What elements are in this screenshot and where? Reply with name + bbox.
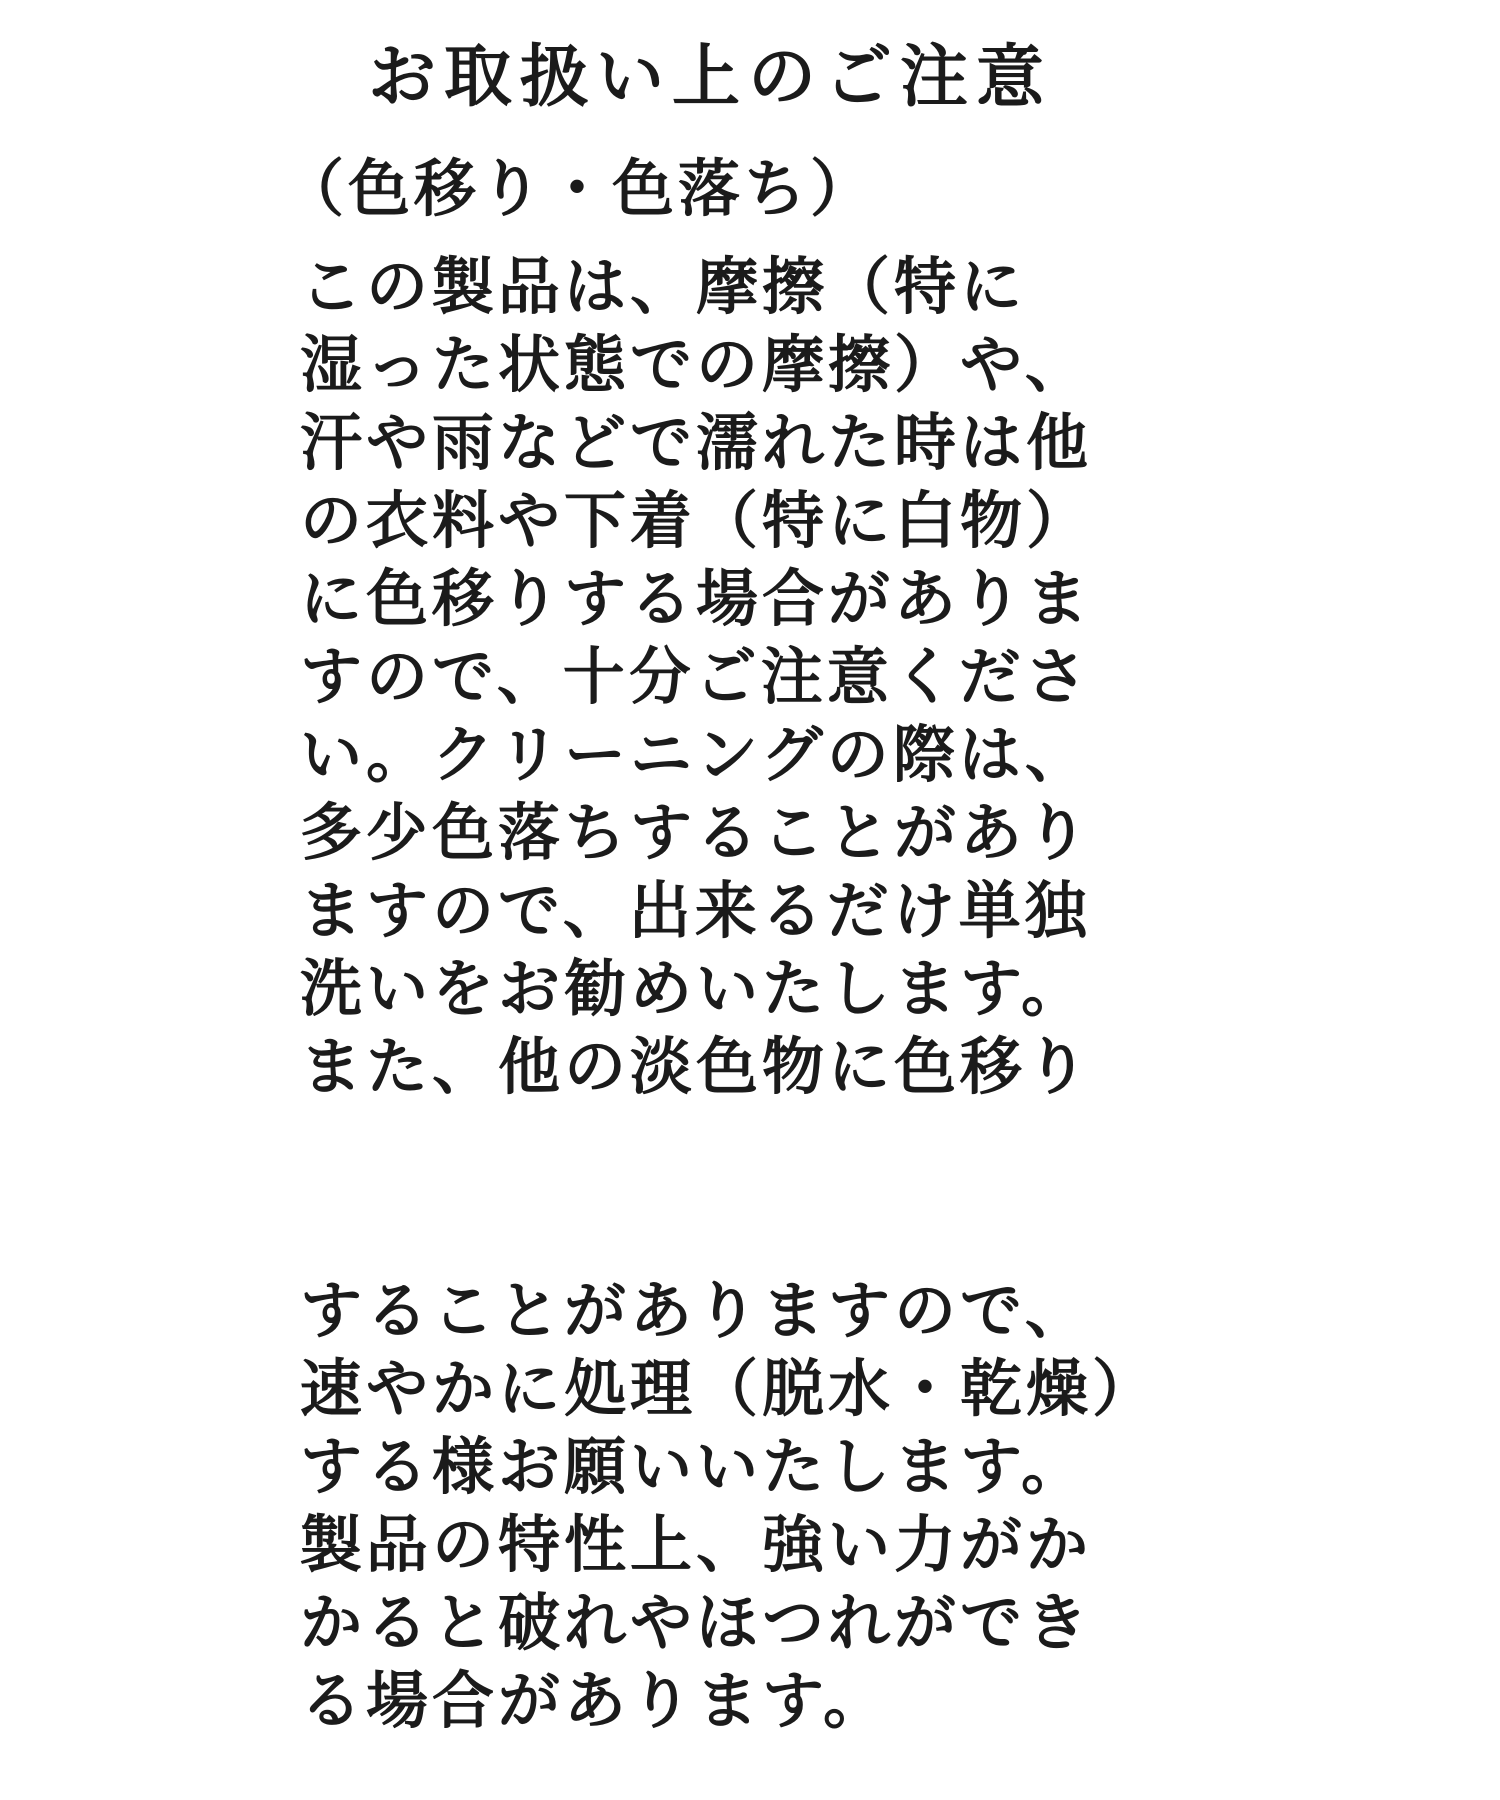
paragraph-gap: [300, 1106, 1250, 1272]
notice-text-line: また、他の淡色物に色移り: [300, 1030, 1093, 1103]
notice-text-line: すので、十分ご注意くださ: [300, 640, 1091, 713]
notice-text-line: 洗いをお勧めいたします。: [300, 952, 1088, 1025]
notice-text-line: することがありますので、: [300, 1274, 1091, 1347]
notice-text-line: い。クリーニングの際は、: [300, 718, 1091, 791]
notice-text-line: 汗や雨などで濡れた時は他: [300, 406, 1093, 479]
section-heading-color-transfer: （色移り・色落ち）: [282, 152, 877, 225]
notice-text-line: この製品は、摩擦（特に: [300, 250, 1027, 323]
notice-text-line: する様お願いいたします。: [300, 1430, 1088, 1503]
notice-paragraph-2: [300, 1272, 1250, 1740]
notice-text-line: 多少色落ちすることがあり: [300, 796, 1093, 869]
notice-text-line: かると破れやほつれができ: [300, 1586, 1093, 1659]
notice-text-line: ますので、出来るだけ単独: [300, 874, 1091, 947]
notice-paragraph-1: [300, 248, 1250, 1106]
notice-text-line: 湿った状態での摩擦）や、: [300, 328, 1091, 401]
notice-text-line: に色移りする場合がありま: [300, 562, 1093, 635]
notice-body: [282, 150, 1250, 1740]
notice-title: お取扱い上のご注意: [367, 38, 1052, 117]
notice-text-line: の衣料や下着（特に白物）: [300, 484, 1093, 557]
notice-text-line: る場合があります。: [300, 1664, 890, 1737]
notice-text-line: 速やかに処理（脱水・乾燥）: [300, 1352, 1159, 1425]
notice-text-line: 製品の特性上、強い力がか: [300, 1508, 1093, 1581]
